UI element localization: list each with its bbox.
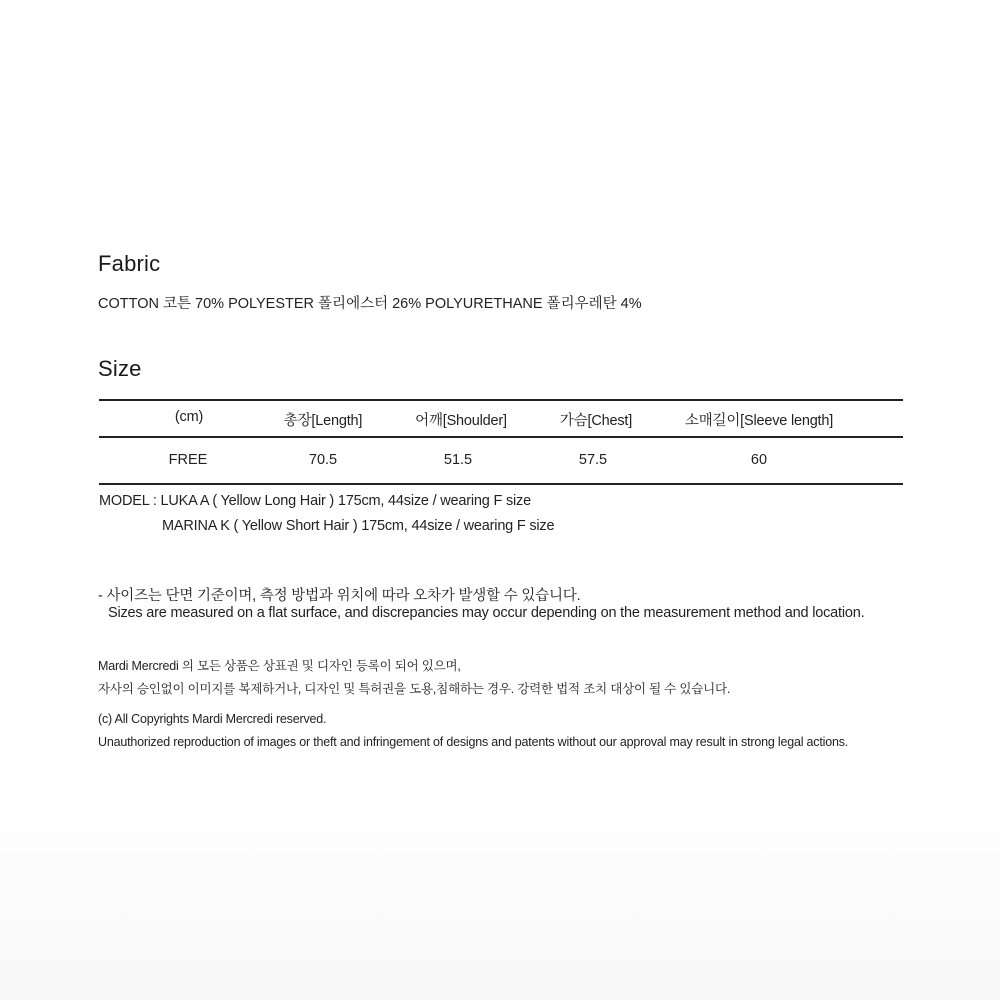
row-chest-value: 57.5 <box>578 452 608 468</box>
size-table <box>99 399 903 485</box>
header-unit: (cm) <box>174 409 204 425</box>
size-note-korean: - 사이즈는 단면 기준이며, 측정 방법과 위치에 따라 오차가 발생할 수 있습니다. <box>98 588 581 604</box>
fabric-composition: COTTON 코튼 70% POLYESTER 폴리에스터 26% POLYURETHANE 폴리우레탄 4% <box>98 296 642 312</box>
header-shoulder: 어깨[Shoulder] <box>415 413 507 429</box>
model-info-1: MODEL : LUKA A ( Yellow Long Hair ) 175cm, 44size / wearing F size <box>99 493 531 509</box>
size-heading: Size <box>98 356 142 381</box>
header-chest: 가슴[Chest] <box>559 413 633 429</box>
legal-notice-1: Mardi Mercredi 의 모든 상품은 상표권 및 디자인 등록이 되어 있으며, <box>98 659 461 673</box>
row-length-value: 70.5 <box>308 452 338 468</box>
copyright-line-2: Unauthorized reproduction of images or theft and infringement of designs and patents without our approval may result in strong legal actions. <box>98 735 849 749</box>
size-note-english: Sizes are measured on a flat surface, and discrepancies may occur depending on the measurement method and location. <box>108 605 865 621</box>
fabric-heading: Fabric <box>98 251 161 276</box>
model-info-2: MARINA K ( Yellow Short Hair ) 175cm, 44size / wearing F size <box>162 518 555 534</box>
header-length: 총장[Length] <box>283 413 363 429</box>
row-size-label: FREE <box>168 452 208 468</box>
row-sleeve-value: 60 <box>750 452 768 468</box>
table-bottom-rule <box>99 483 903 485</box>
table-header-rule <box>99 436 903 438</box>
legal-notice-2: 자사의 승인없이 이미지를 복제하거나, 디자인 및 특허권을 도용,침해하는 경우. 강력한 법적 조치 대상이 될 수 있습니다. <box>98 682 731 696</box>
header-sleeve: 소매길이[Sleeve length] <box>684 413 834 429</box>
row-shoulder-value: 51.5 <box>443 452 473 468</box>
copyright-line-1: (c) All Copyrights Mardi Mercredi reserved. <box>98 712 327 726</box>
table-top-rule <box>99 399 903 401</box>
